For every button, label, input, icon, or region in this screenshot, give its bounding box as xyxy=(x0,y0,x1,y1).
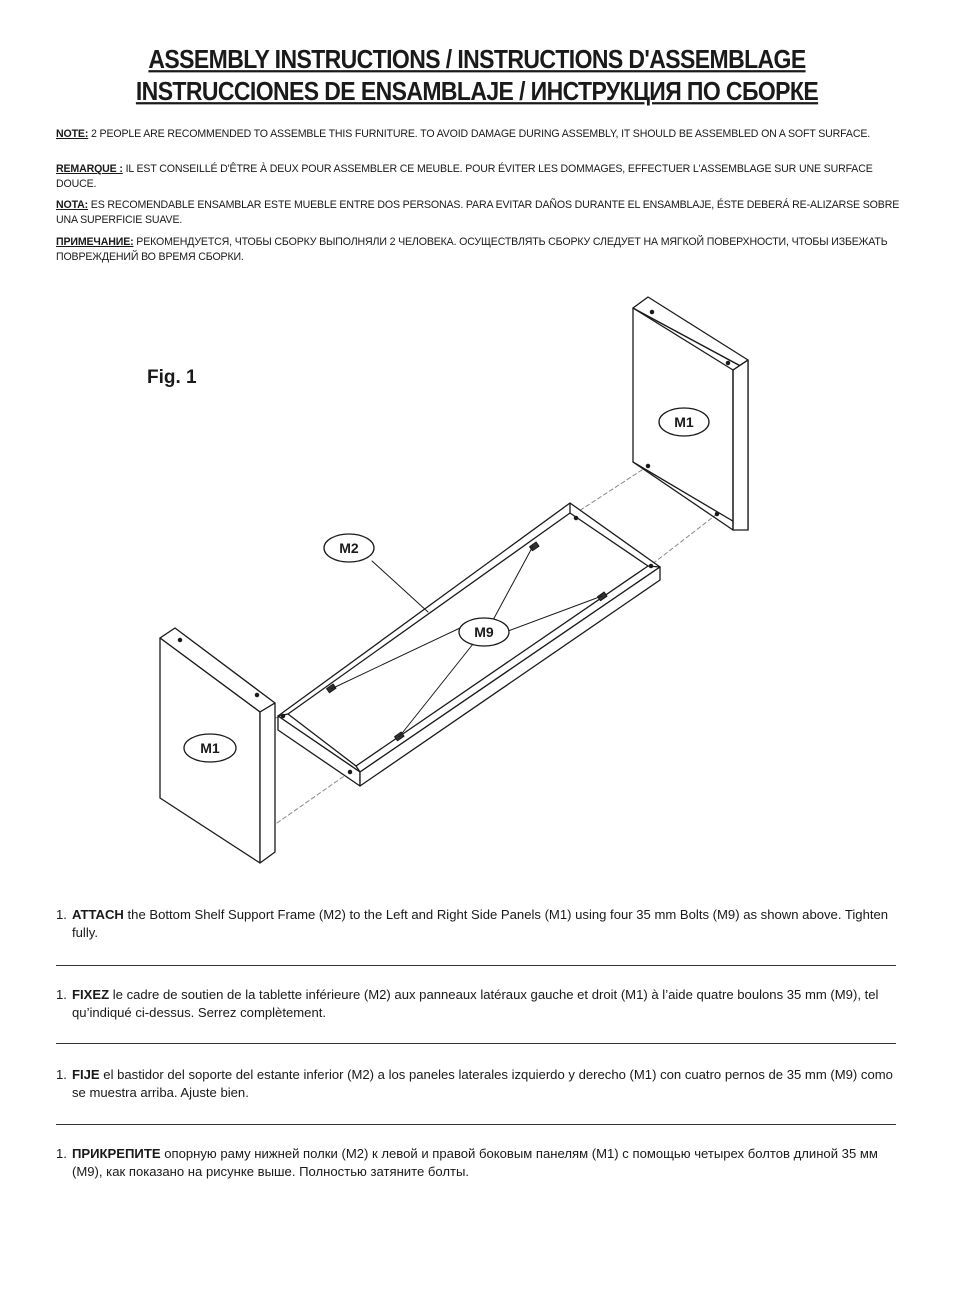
step-text: the Bottom Shelf Support Frame (M2) to the Left and Right Side Panels (M1) using four 35 mm Bolts (M9) as shown above. Tighten fully. xyxy=(72,907,889,940)
step-text: le cadre de soutien de la tablette inférieure (M2) aux panneaux latéraux gauche et droit (M1) à l’aide quatre boulons 35 mm (M9), tel qu’indiqué ci-dessus. Serrez complètement. xyxy=(72,987,879,1020)
note-label: ПРИМЕЧАНИЕ: xyxy=(56,236,134,248)
step-french xyxy=(56,986,906,1021)
step-number: 1. xyxy=(56,1146,67,1161)
callout-m1-left: M1 xyxy=(200,740,220,756)
step-spanish xyxy=(56,1066,906,1101)
title-line-1: ASSEMBLY INSTRUCTIONS / INSTRUCTIONS D'ASSEMBLAGE xyxy=(148,44,806,74)
step-verb: ATTACH xyxy=(72,907,124,922)
note-label: REMARQUE : xyxy=(56,163,123,175)
step-verb: FIXEZ xyxy=(72,987,110,1002)
step-number: 1. xyxy=(56,1067,67,1082)
callout-m2: M2 xyxy=(339,540,359,556)
step-russian xyxy=(56,1145,906,1180)
note-label: NOTE: xyxy=(56,128,89,140)
step-text: el bastidor del soporte del estante inferior (M2) a los paneles laterales izquierdo y derecho (M1) con cuatro pernos de 35 mm (M9) como se muestra arriba. Ajuste bien. xyxy=(72,1067,893,1100)
callout-m1-right: M1 xyxy=(674,414,694,430)
callout-m9: M9 xyxy=(474,624,494,640)
divider xyxy=(56,1043,896,1044)
step-number: 1. xyxy=(56,987,67,1002)
figure-label: Fig. 1 xyxy=(147,367,197,388)
title-line-2: INSTRUCCIONES DE ENSAMBLAJE / ИНСТРУКЦИЯ ПО СБОРКЕ xyxy=(135,76,819,106)
step-verb: ПРИКРЕПИТЕ xyxy=(72,1146,161,1161)
note-label: NOTA: xyxy=(56,199,89,211)
divider xyxy=(56,1124,896,1125)
divider xyxy=(56,965,896,966)
step-number: 1. xyxy=(56,907,67,922)
step-english xyxy=(56,906,906,941)
step-text: опорную раму нижней полки (M2) к левой и правой боковым панелям (M1) с помощью четырех болтов длиной 35 мм (M9), как показано на рисунке выше. Полностью затяните болты. xyxy=(72,1146,878,1179)
step-verb: FIJE xyxy=(72,1067,100,1082)
note-text: ES RECOMENDABLE ENSAMBLAR ESTE MUEBLE ENTRE DOS PERSONAS. PARA EVITAR DAÑOS DURANTE EL ENSAMBLAJE, ÉSTE DEBERÁ RE-ALIZARSE SOBRE UNA SUPERFICIE SUAVE. xyxy=(56,199,900,226)
note-text: 2 PEOPLE ARE RECOMMENDED TO ASSEMBLE THIS FURNITURE. TO AVOID DAMAGE DURING ASSEMBLY, IT SHOULD BE ASSEMBLED ON A SOFT SURFACE. xyxy=(88,128,871,140)
note-text: IL EST CONSEILLÉ D'ÊTRE À DEUX POUR ASSEMBLER CE MEUBLE. POUR ÉVITER LES DOMMAGES, EFFECTUER L'ASSEMBLAGE SUR UNE SURFACE DOUCE. xyxy=(56,163,873,190)
note-text: РЕКОМЕНДУЕТСЯ, ЧТОБЫ СБОРКУ ВЫПОЛНЯЛИ 2 ЧЕЛОВЕКА. ОСУЩЕСТВЛЯТЬ СБОРКУ СЛЕДУЕТ НА МЯГКОЙ ПОВЕРХНОСТИ, ЧТОБЫ ИЗБЕЖАТЬ ПОВРЕЖДЕНИЙ ВО ВРЕМЯ СБОРКИ. xyxy=(56,236,888,263)
